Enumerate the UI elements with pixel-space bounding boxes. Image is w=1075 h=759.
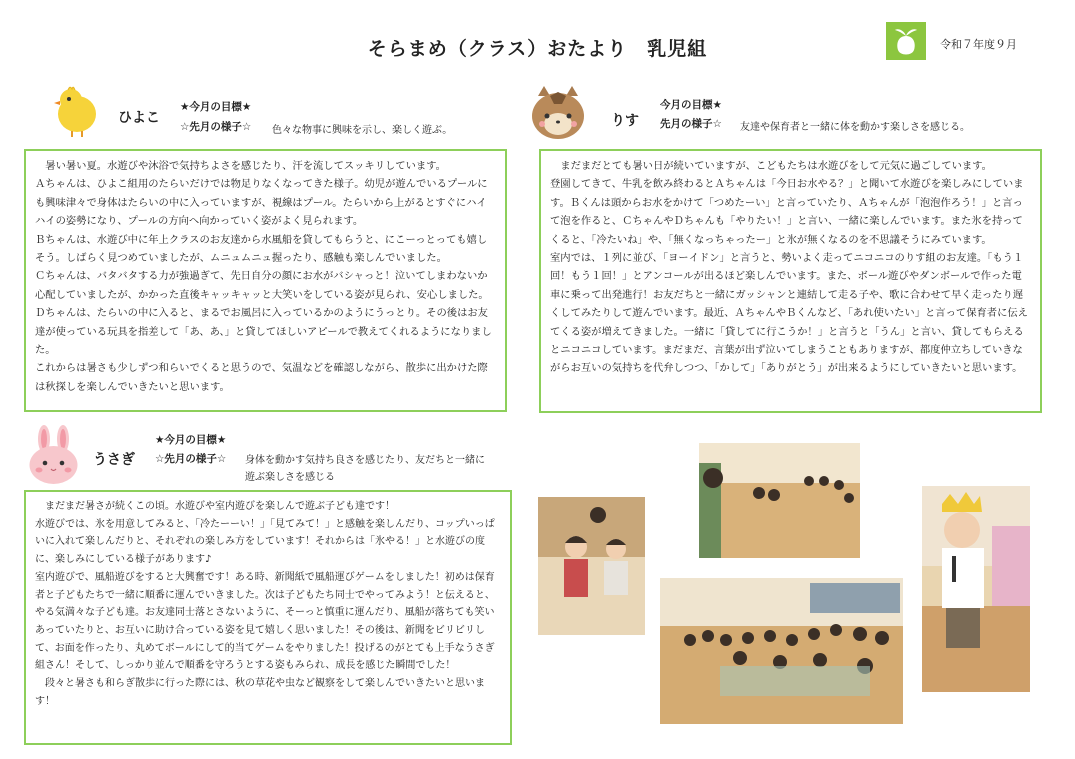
paragraph: Ｄちゃんは、たらいの中に入ると、まるでお風呂に入っているかのようにうっとり。その後はお友達が使っている玩具を指差して「あ、あ、」と貸してほしいアピールで教えてくれるようになりました。 xyxy=(35,307,492,357)
paragraph: 段々と暑さも和らぎ散歩に行った際には、秋の草花や虫など観察をして楽しんでいきたいと思います！ xyxy=(35,678,485,707)
class-name-risu: りす xyxy=(611,113,639,129)
usagi-state-heading: ☆先月の様子☆ xyxy=(155,453,227,465)
paragraph: Ａちゃんは、ひよこ組用のたらいだけでは物足りなくなってきた様子。幼児が遊んでいるプールにも興味津々で身体はたらいの中に入っていますが、視線はプール。たらいから上がるとすぐにハイハイの姿勢になり、プールの方向へ向かっていく姿がよく見られます。 xyxy=(35,178,488,228)
paragraph: Ｂちゃんは、水遊び中に年上クラスのお友達から水風船を貸してもらうと、にこーっとっても嬉しそう。しばらく見つめていましたが、ムニュムニュ握ったり、感触も楽しんでいました。 xyxy=(35,233,488,265)
photo-circle-time xyxy=(699,443,860,558)
paragraph: Ｃちゃんは、バタバタする力が強過ぎて、先日自分の顔にお水がバシャっと！泣いてしまわないか心配していましたが、かかった直後キャッキャッと大笑いをしている姿が見られ、安心しました。 xyxy=(35,270,489,301)
hiyoko-goal-heading: ★今月の目標★ xyxy=(180,101,252,113)
usagi-report-box xyxy=(24,490,512,745)
class-name-hiyoko: ひよこ xyxy=(118,110,160,126)
risu-state-text: 友達や保育者と一緒に体を動かす楽しさを感じる。 xyxy=(740,122,970,133)
paragraph: これからは暑さも少しずつ和らいでくると思うので、気温などを確認しながら、散歩に出かけた際は秋探しを楽しんでいきたいと思います。 xyxy=(35,362,488,393)
risu-report-box xyxy=(539,149,1042,413)
usagi-state-text: 身体を動かす気持ち良さを感じたり、友だちと一緒に遊ぶ楽しさを感じる xyxy=(245,455,485,483)
hiyoko-state-heading: ☆先月の様子☆ xyxy=(180,121,252,133)
class-name-usagi: うさぎ xyxy=(93,452,135,468)
risu-state-heading: 先月の様子☆ xyxy=(660,118,722,130)
squirrel-icon xyxy=(528,84,588,142)
paragraph: まだまだ暑さが続くこの頃。水遊びや室内遊びを楽しんで遊ぶ子ども達です！ xyxy=(35,501,395,512)
hiyoko-report-box xyxy=(24,149,507,412)
bean-logo-icon xyxy=(886,22,926,60)
photo-babies xyxy=(538,497,645,635)
chick-icon xyxy=(52,84,102,138)
paragraph: 暑い暑い夏。水遊びや沐浴で気持ちよさを感じたり、汗を流してスッキリしています。 xyxy=(35,160,446,172)
paragraph: 室内では、１列に並び、「ヨーイドン」と言うと、勢いよく走ってニコニコのりす組のお友達。「もう１回！もう１回！」とアンコールが出るほど楽しんでいます。また、ボール遊びやダンボールで作った電車に乗って出発進行！お友だちと一緒にガッシャンと連結して走る子や、歌に合わせて早く走ったり遅くしてみたりして遊んでいます。最近、ＡちゃんやＢくんなど、「あれ使いたい」と言って保育者に伝えてくる姿が増えてきました。一緒に「貸してに行こうか！」と言うと「うん」と言い、貸してもらえるとニコニコしています。まだまだ、言葉が出ず泣いてしまうこともありますが、都度仲立ちしていきながらお互いの気持ちを代弁しつつ、「かして」「ありがとう」が出来るようにしていきたいと思います。 xyxy=(550,252,1028,375)
page-title: そらまめ（クラス）おたより 乳児組 xyxy=(367,38,708,60)
paragraph: 登園してきて、牛乳を飲み終わるとＡちゃんは「今日お水やる？」と聞いて水遊びを楽しみにしています。Ｂくんは頭からお水をかけて「つめたーい」と言っていたり、Ａちゃんが「泡泡作ろう！」と言って泡を作ると、ＣちゃんやＤちゃんも「やりたい！」と言い、一緒に楽しんでいます。また氷を持ってくると、「冷たいね」や、「無くなっちゃったー」と氷が無くなるのを不思議そうにみています。 xyxy=(550,178,1024,246)
paragraph: まだまだとても暑い日が続いていますが、こどもたちは水遊びをして元気に過ごしています。 xyxy=(550,160,992,172)
rabbit-icon xyxy=(26,425,81,485)
photo-class-group xyxy=(660,578,903,724)
paragraph: 水遊びでは、氷を用意してみると、「冷たーーい！」「見てみて！」と感触を楽しんだり、コップいっぱいに入れて楽しんだりと、それぞれの楽しみ方をしています！それからは「氷やる！」と水遊びの度に、楽しみにしている様子があります♪ xyxy=(35,518,495,566)
paragraph: 室内遊びで、風船遊びをすると大興奮です！ある時、新聞紙で風船運びゲームをしました！初めは保育者と子どもたちで一緒に順番に運んでいきました。次は子どもたち同士でやってみよう！と伝えると、やる気満々な子ども達。お友達同士落とさないように、そーっと慎重に運んだり、風船が落ちても笑いあっていたりと、お互いに助け合っている姿を見て嬉しく思いました！その後は、新聞をビリビリして、お面を作ったり、丸めてボールにして的当てゲームをやりました！投げるのがとても上手なうさぎ組さん！そして、しっかり並んで順番を守ろうとする姿もみられ、成長を感じた瞬間でした！ xyxy=(35,571,495,672)
risu-goal-heading: 今月の目標★ xyxy=(660,99,722,111)
hiyoko-state-text: 色々な物事に興味を示し、楽しく遊ぶ。 xyxy=(272,125,453,136)
usagi-goal-heading: ★今月の目標★ xyxy=(155,434,227,446)
issue-date: 令和７年度９月 xyxy=(940,38,1017,51)
photo-child-microphone xyxy=(922,486,1030,692)
